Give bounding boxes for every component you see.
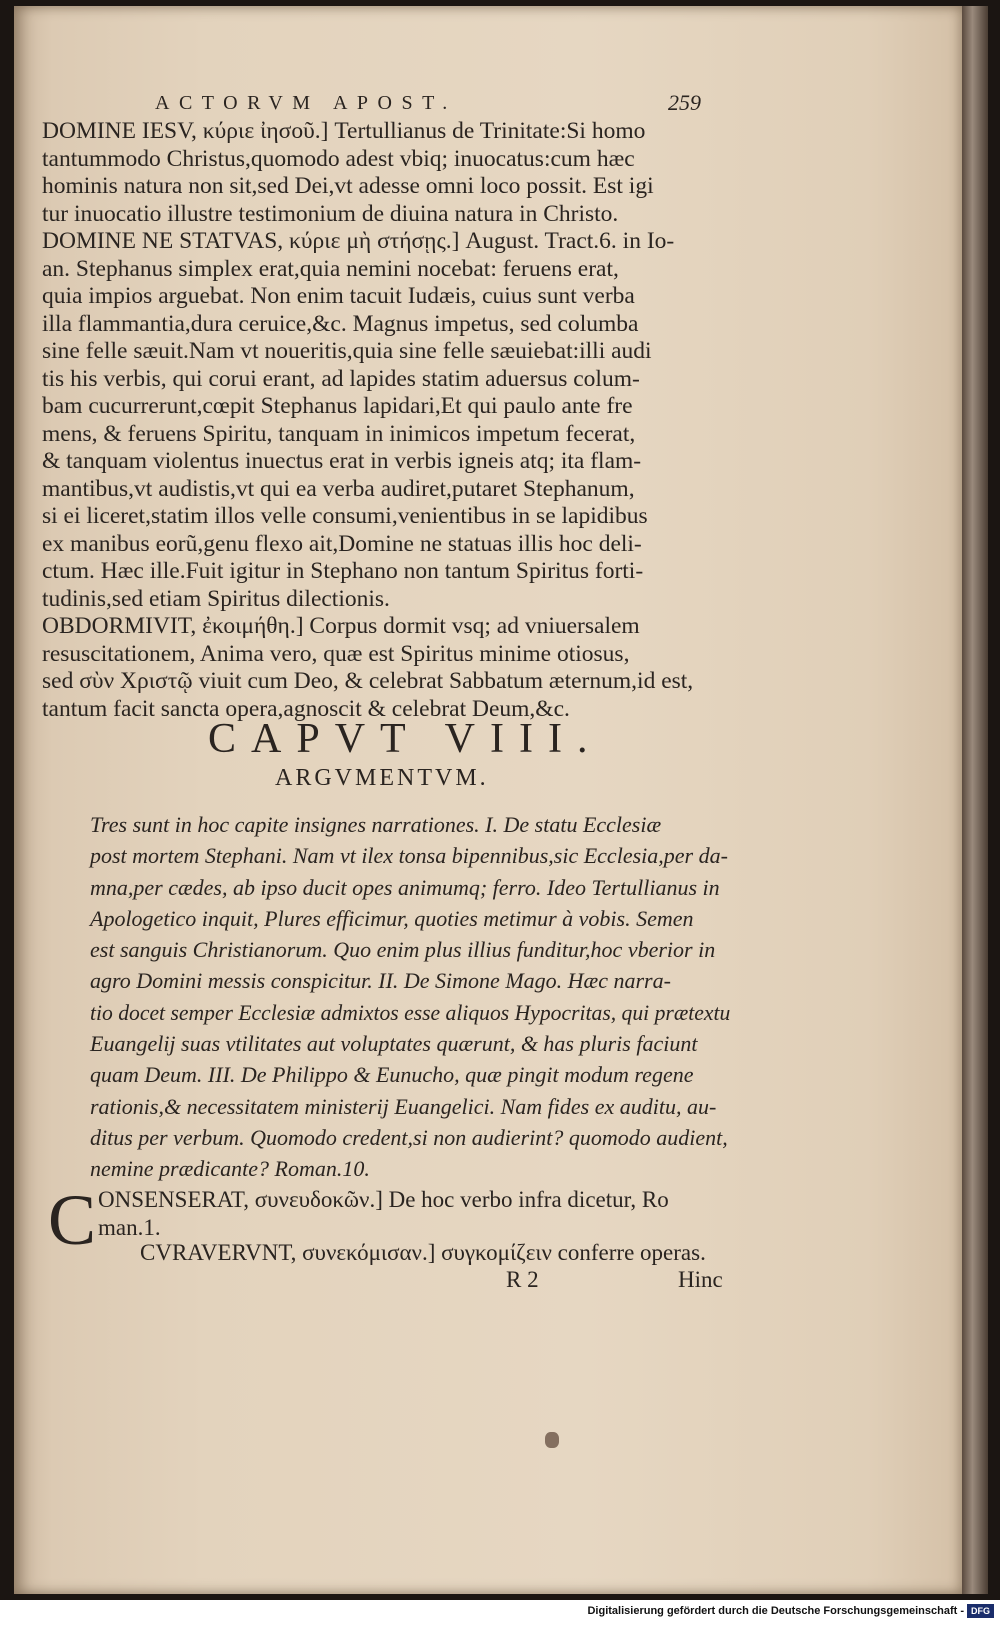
text-line: tudinis,sed etiam Spiritus dilectionis. xyxy=(42,585,390,612)
running-head: ACTORVM APOST. xyxy=(155,92,457,114)
paragraph-obdormiuit xyxy=(42,613,732,723)
ink-blot xyxy=(545,1432,559,1448)
footer-bar xyxy=(0,1600,1000,1625)
chapter-title: CAPVT VIII. xyxy=(208,716,603,762)
argument-heading: ARGVMENTVM. xyxy=(275,765,489,791)
text-line: agro Domini messis conspicitur. II. De Simone Mago. Hæc narra- xyxy=(90,968,671,994)
text-line: man.1. xyxy=(98,1214,161,1240)
text-line: Tres sunt in hoc capite insignes narrationes. I. De statu Ecclesiæ xyxy=(90,812,662,837)
text-line: si ei liceret,statim illos velle consumi,venientibus in se lapidibus xyxy=(42,503,648,529)
text-line: ditus per verbum. Quomodo credent,si non audierint? quomodo audient, xyxy=(90,1124,728,1150)
text-line: bam cucurrerunt,cœpit Stephanus lapidari,Et qui paulo ante fre xyxy=(42,393,633,419)
paragraph-domine-iesu xyxy=(42,118,732,228)
paragraph-domine-ne-statuas xyxy=(42,228,732,613)
page-number: 259 xyxy=(668,90,701,115)
text-line: ex manibus eorũ,genu flexo ait,Domine ne statuas illis hoc deli- xyxy=(42,530,642,557)
text-line: DOMINE IESV, κύριε ἰησοῦ.] Tertullianus de Trinitate:Si homo xyxy=(42,118,646,144)
argument-text xyxy=(90,812,730,1188)
text-line: illa flammantia,dura ceruice,&c. Magnus impetus, sed columba xyxy=(42,310,639,337)
signature-mark: R 2 xyxy=(506,1267,539,1292)
text-line: Apologetico inquit, Plures efficimur, quoties metimur à vobis. Semen xyxy=(90,905,694,931)
text-line: tis his verbis, qui corui erant, ad lapides statim aduersus colum- xyxy=(42,365,640,392)
text-line: hominis natura non sit,sed Dei,vt adesse omni loco possit. Est igi xyxy=(42,173,654,199)
text-line: rationis,& necessitatem ministerij Euangelici. Nam fides ex auditu, au- xyxy=(90,1093,717,1119)
text-line: tio docet semper Ecclesiæ admixtos esse aliquos Hypocritas, qui prætextu xyxy=(90,999,731,1025)
text-line: resuscitationem, Anima vero, quæ est Spiritus minime otiosus, xyxy=(42,640,630,667)
paragraph-curaverunt: CVRAVERVNT, συνεκόμισαν.] συγκομίζειν conferre operas. xyxy=(140,1240,706,1265)
text-line: ctum. Hæc ille.Fuit igitur in Stephano non tantum Spiritus forti- xyxy=(42,558,644,584)
text-line: sed σὺν Χριστῷ viuit cum Deo, & celebrat Sabbatum æternum,id est, xyxy=(42,668,694,694)
catchword: Hinc xyxy=(678,1267,723,1292)
text-line: OBDORMIVIT, ἐκοιμήθη.] Corpus dormit vsq; ad vniuersalem xyxy=(42,613,640,639)
text-line: mantibus,vt audistis,vt qui ea verba audiret,putaret Stephanum, xyxy=(42,475,635,502)
text-line: quia impios arguebat. Non enim tacuit Iudæis, cuius sunt verba xyxy=(42,283,635,309)
text-line: ONSENSERAT, συνευδοκῶν.] De hoc verbo infra dicetur, Ro xyxy=(98,1187,669,1212)
text-line: & tanquam violentus inuectus erat in verbis igneis atq; ita flam- xyxy=(42,448,642,474)
text-line: tantum facit sancta opera,agnoscit & celebrat Deum,&c. xyxy=(42,695,570,722)
text-line: post mortem Stephani. Nam vt ilex tonsa bipennibus,sic Ecclesia,per da- xyxy=(90,843,728,869)
page-edge xyxy=(962,6,988,1594)
text-line: mna,per cædes, ab ipso ducit opes animumq; ferro. Ideo Tertullianus in xyxy=(90,874,720,900)
text-line: quam Deum. III. De Philippo & Eunucho, quæ pingit modum regene xyxy=(90,1062,694,1088)
text-line: Euangelij suas vtilitates aut voluptates quærunt, & has pluris faciunt xyxy=(90,1031,698,1057)
drop-cap: C xyxy=(48,1180,97,1260)
paragraph-consenserat xyxy=(98,1186,669,1241)
text-line: sine felle sæuit.Nam vt noueritis,quia sine felle sæuiebat:illi audi xyxy=(42,338,652,364)
text-line: tantummodo Christus,quomodo adest vbiq; inuocatus:cum hæc xyxy=(42,145,635,172)
text-line: est sanguis Christianorum. Quo enim plus illius funditur,hoc vberior in xyxy=(90,937,716,963)
text-line: nemine prædicante? Roman.10. xyxy=(90,1156,370,1182)
dfg-logo-icon: DFG xyxy=(967,1604,994,1618)
footer-credit: Digitalisierung gefördert durch die Deutsche Forschungsgemeinschaft - xyxy=(587,1605,964,1617)
text-line: DOMINE NE STATVAS, κύριε μὴ στήσῃς.] August. Tract.6. in Io- xyxy=(42,228,675,254)
text-line: an. Stephanus simplex erat,quia nemini nocebat: feruens erat, xyxy=(42,255,619,282)
text-line: tur inuocatio illustre testimonium de diuina natura in Christo. xyxy=(42,200,619,227)
text-line: mens, & feruens Spiritu, tanquam in inimicos impetum fecerat, xyxy=(42,420,636,447)
